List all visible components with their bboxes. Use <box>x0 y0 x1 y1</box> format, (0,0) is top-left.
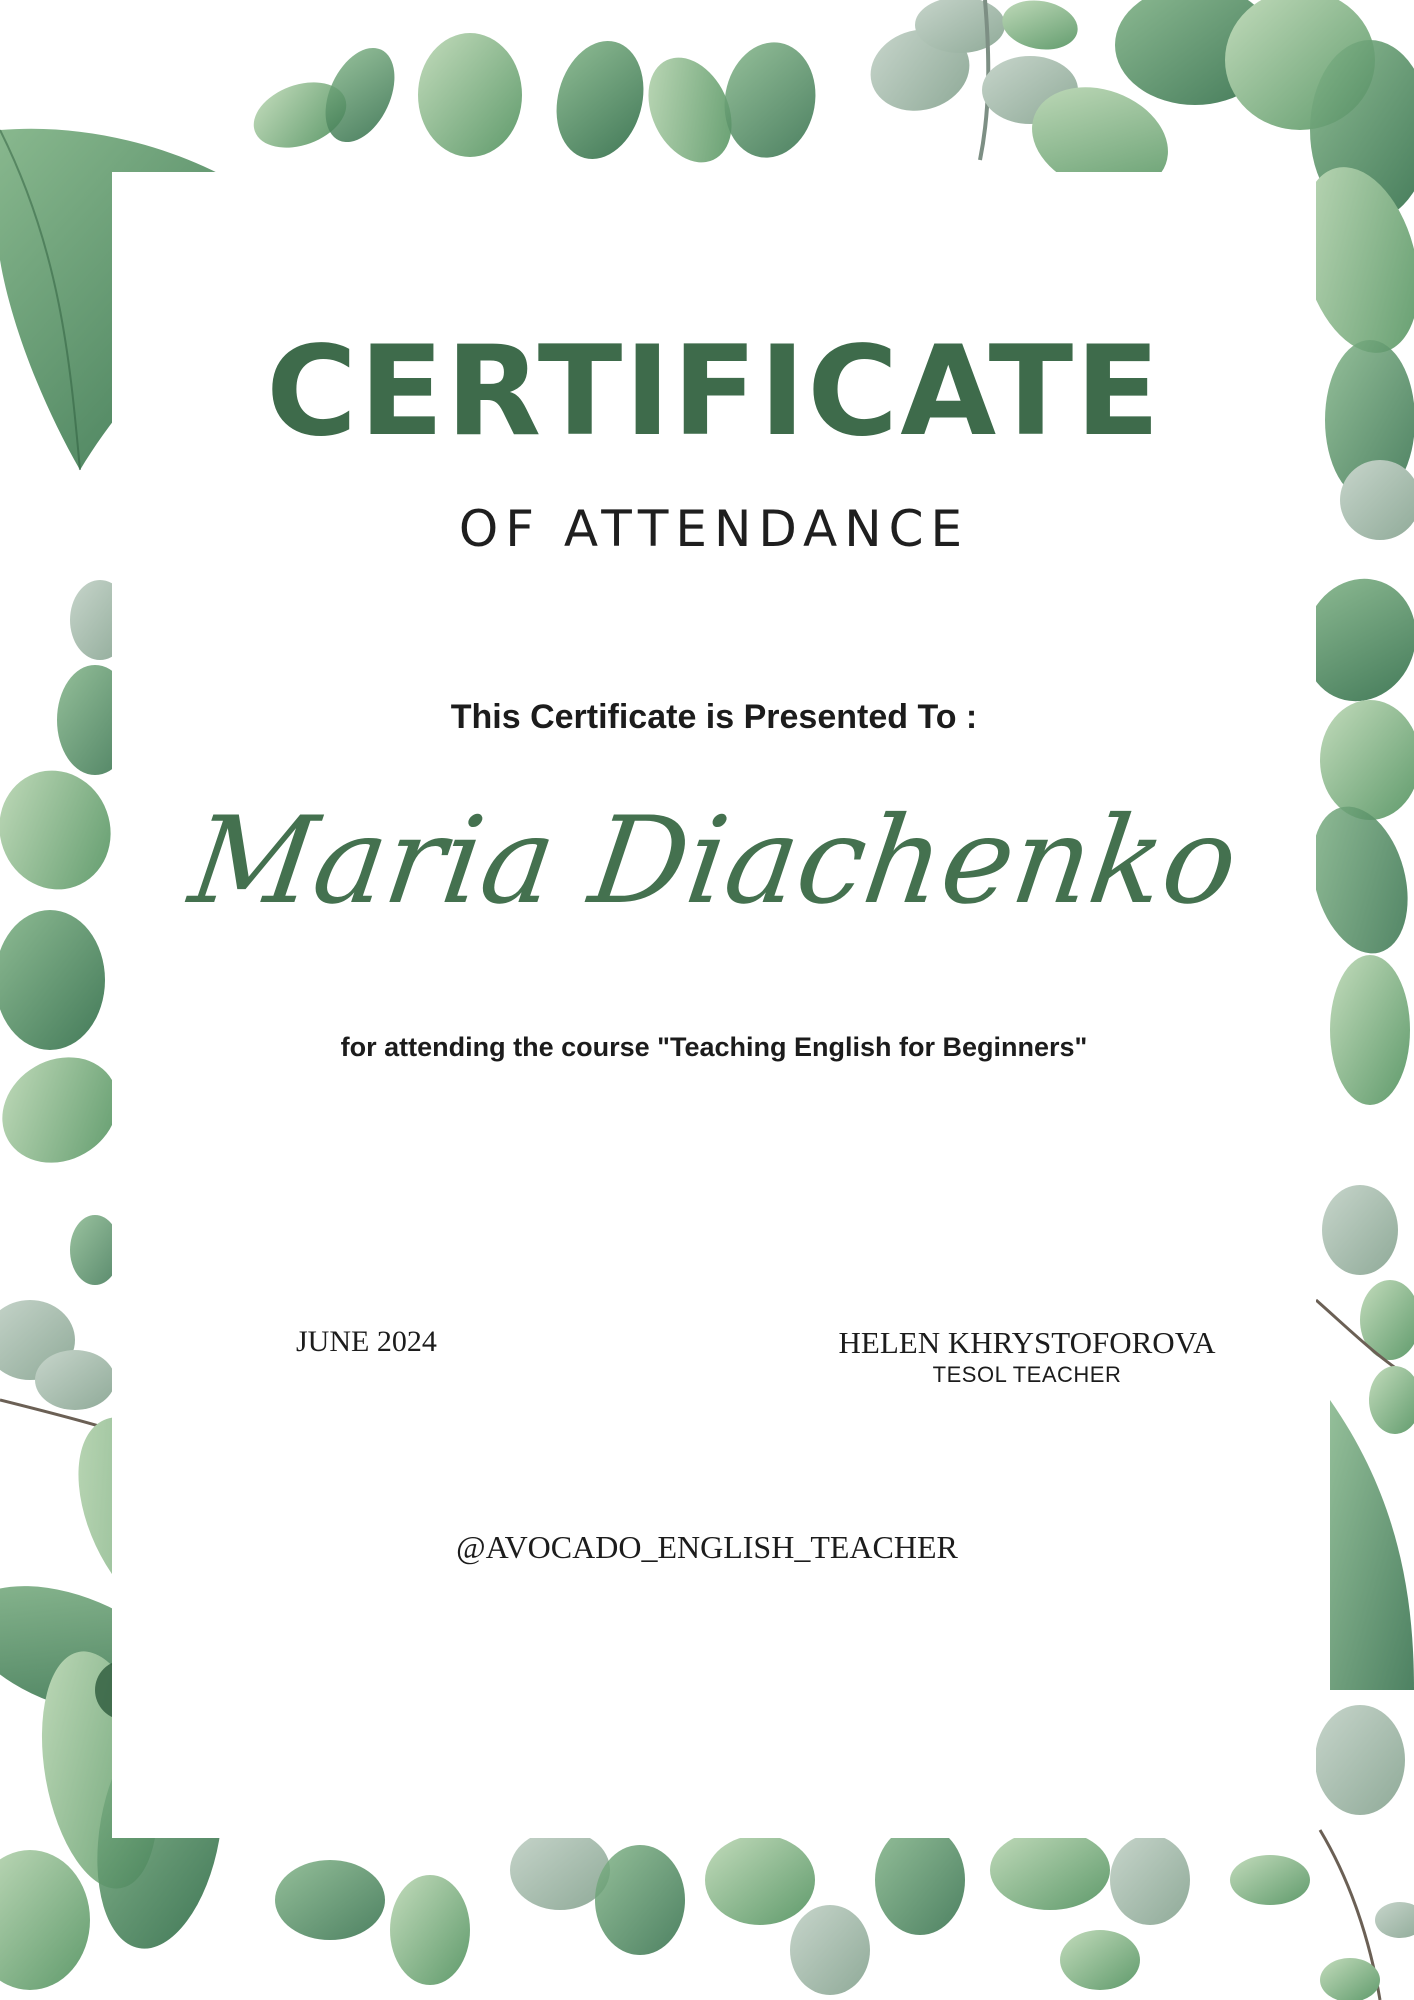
certificate-card <box>112 172 1316 1838</box>
certificate-subtitle: OF ATTENDANCE <box>458 500 970 558</box>
social-handle: @AVOCADO_ENGLISH_TEACHER <box>456 1529 958 1565</box>
recipient-name: Maria Diachenko <box>182 792 1246 931</box>
signer-role: TESOL TEACHER <box>932 1362 1122 1387</box>
presented-to-label: This Certificate is Presented To : <box>450 698 978 736</box>
course-text: for attending the course "Teaching English for Beginners" <box>340 1032 1088 1062</box>
signer-name: HELEN KHRYSTOFOROVA <box>838 1325 1216 1360</box>
certificate-date: JUNE 2024 <box>296 1325 437 1358</box>
certificate-title: CERTIFICATE <box>266 320 1162 464</box>
